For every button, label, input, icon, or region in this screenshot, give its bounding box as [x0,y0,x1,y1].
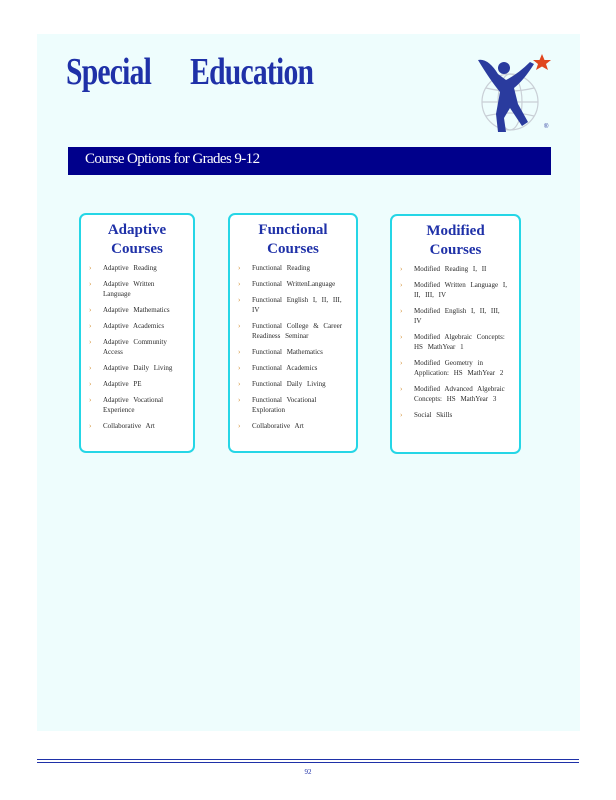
course-name: Functional Mathematics [252,348,323,356]
card-title-line: Courses [429,242,482,258]
arrow-bullet-icon: › [400,333,403,341]
card-title-line: Adaptive [107,222,167,238]
course-name: Collaborative Art [103,422,155,430]
list-item [89,321,185,331]
course-options-banner [68,147,551,175]
course-list [400,264,511,420]
title-word-special: Special [66,51,152,93]
list-item [89,421,185,431]
arrow-bullet-icon: › [89,422,92,430]
list-item [89,305,185,315]
course-name: Modified Written Language I, II, III, IV [414,281,507,299]
list-item [400,384,511,404]
course-name: Adaptive Daily Living [103,364,173,372]
list-item [89,395,185,415]
arrow-bullet-icon: › [89,306,92,314]
page-number: 92 [304,768,312,776]
course-name: Collaborative Art [252,422,304,430]
arrow-bullet-icon: › [400,359,403,367]
list-item [238,379,348,389]
course-name: Adaptive Academics [103,322,165,330]
svg-text:®: ® [544,124,549,130]
footer-rule [37,759,579,760]
arrow-bullet-icon: › [89,380,92,388]
list-item [89,279,185,299]
list-item [400,332,511,352]
course-name: Functional College & Career Readiness Seminar [252,322,343,340]
list-item [400,280,511,300]
arrow-bullet-icon: › [400,265,403,273]
list-item [400,358,511,378]
arrow-bullet-icon: › [400,281,403,289]
course-name: Functional WrittenLanguage [252,280,336,288]
card-title-line: Courses [111,241,163,257]
card-title [89,221,185,259]
card-title [400,222,511,260]
arrow-bullet-icon: › [238,364,241,372]
arrow-bullet-icon: › [238,296,241,304]
course-name: Modified English I, II, III, IV [414,307,500,325]
course-name: Adaptive Reading [103,264,157,272]
banner-text: Course Options for Grades 9-12 [85,151,260,167]
list-item [238,295,348,315]
course-name: Adaptive Written Language [103,280,155,298]
list-item [89,337,185,357]
arrow-bullet-icon: › [89,322,92,330]
arrow-bullet-icon: › [400,385,403,393]
adaptive-courses-card [79,213,195,453]
title-word-education: Education [190,51,314,93]
arrow-bullet-icon: › [238,322,241,330]
arrow-bullet-icon: › [238,280,241,288]
list-item [238,421,348,431]
course-list [238,263,348,431]
course-list [89,263,185,431]
course-name: Functional Vocational Exploration [252,396,317,414]
arrow-bullet-icon: › [238,380,241,388]
list-item [238,347,348,357]
list-item [400,410,511,420]
card-title-line: Modified [426,223,485,239]
course-name: Adaptive Community Access [103,338,167,356]
list-item [400,264,511,274]
functional-courses-card [228,213,358,453]
arrow-bullet-icon: › [238,396,241,404]
arrow-bullet-icon: › [89,264,92,272]
arrow-bullet-icon: › [89,396,92,404]
list-item [89,263,185,273]
arrow-bullet-icon: › [238,264,241,272]
arrow-bullet-icon: › [400,411,403,419]
arrow-bullet-icon: › [238,348,241,356]
list-item [238,321,348,341]
course-name: Functional English I, II, III, IV [252,296,342,314]
card-title [238,221,348,259]
arrow-bullet-icon: › [400,307,403,315]
list-item [238,363,348,373]
list-item [238,395,348,415]
arrow-bullet-icon: › [89,280,92,288]
course-name: Functional Academics [252,364,318,372]
course-name: Functional Reading [252,264,311,272]
list-item [400,306,511,326]
course-name: Modified Reading I, II [414,265,487,273]
arrow-bullet-icon: › [238,422,241,430]
list-item [89,363,185,373]
course-name: Adaptive Vocational Experience [103,396,164,414]
card-title-line: Functional [258,222,328,238]
list-item [238,279,348,289]
course-name: Modified Geometry in Application: HS MathYear 2 [414,359,504,377]
list-item [89,379,185,389]
course-name: Social Skills [414,411,453,419]
footer-rule [37,762,579,763]
star-figure-logo-icon [472,44,556,136]
page-title [66,50,313,94]
course-name: Adaptive Mathematics [103,306,170,314]
course-name: Adaptive PE [103,380,142,388]
arrow-bullet-icon: › [89,364,92,372]
card-title-line: Courses [267,241,319,257]
arrow-bullet-icon: › [89,338,92,346]
modified-courses-card [390,214,521,454]
course-name: Functional Daily Living [252,380,326,388]
course-name: Modified Algebraic Concepts: HS MathYear 1 [414,333,505,351]
course-name: Modified Advanced Algebraic Concepts: HS MathYear 3 [414,385,505,403]
list-item [238,263,348,273]
